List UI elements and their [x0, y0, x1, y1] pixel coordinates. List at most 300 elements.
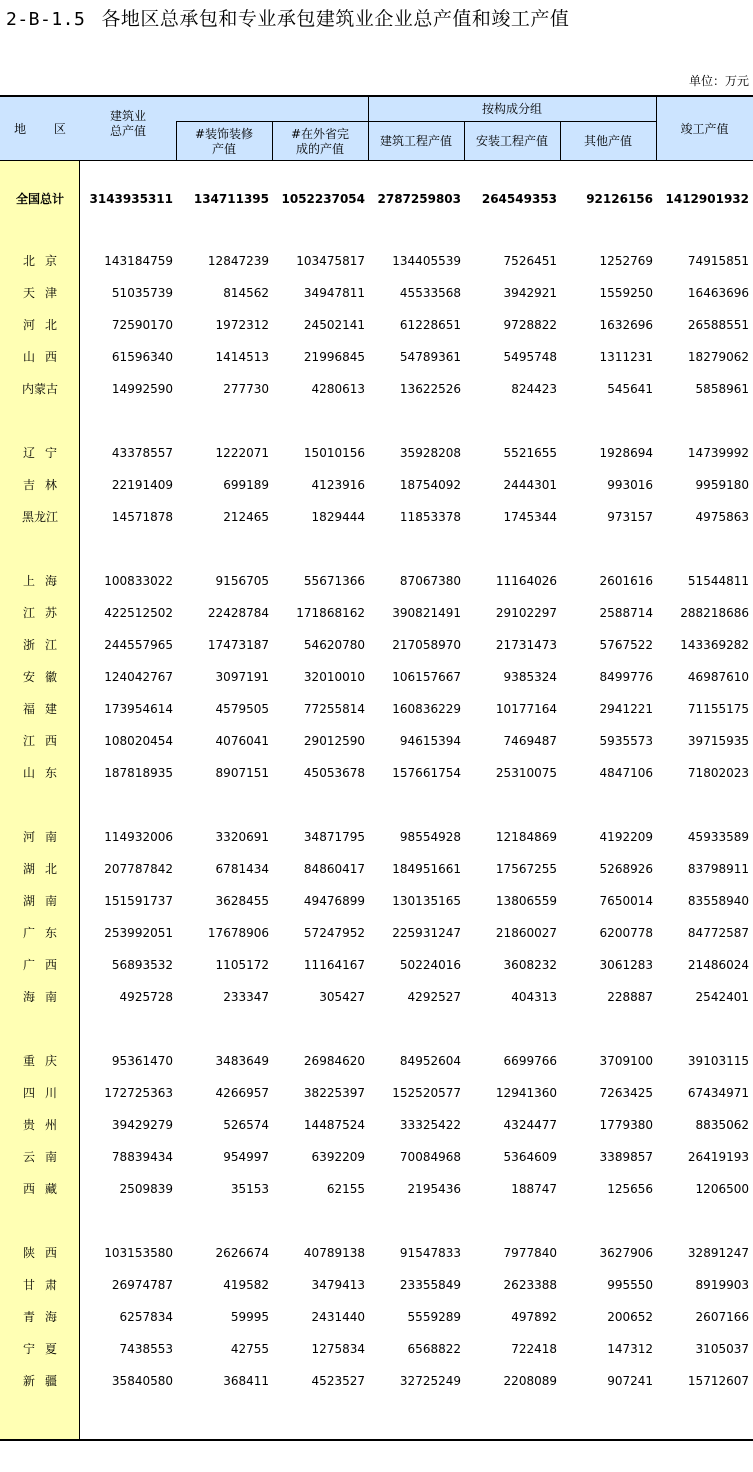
cell-decoration: 3628455	[215, 894, 269, 908]
cell-decoration: 954997	[223, 1150, 269, 1164]
cell-outside: 1052237054	[281, 192, 365, 206]
cell-installation: 722418	[511, 1342, 557, 1356]
cell-outside: 1275834	[311, 1342, 365, 1356]
cell-construction: 217058970	[392, 638, 461, 652]
cell-total: 2509839	[119, 1182, 173, 1196]
header-outside-province: #在外省完 成的产值	[290, 126, 350, 156]
cell-completed: 26588551	[687, 318, 749, 332]
cell-completed: 3105037	[695, 1342, 749, 1356]
cell-construction: 184951661	[392, 862, 461, 876]
cell-total: 26974787	[111, 1278, 173, 1292]
cell-installation: 1745344	[503, 510, 557, 524]
row-region: 安徽	[22, 670, 67, 684]
cell-decoration: 12847239	[207, 254, 269, 268]
row-region: 上海	[22, 574, 67, 588]
cell-outside: 32010010	[303, 670, 365, 684]
header-decoration: #装饰装修 产值	[194, 126, 254, 156]
cell-outside: 40789138	[303, 1246, 365, 1260]
cell-decoration: 1414513	[215, 350, 269, 364]
cell-other: 5268926	[599, 862, 653, 876]
unit-label: 单位：万元	[688, 74, 749, 88]
cell-other: 7650014	[599, 894, 653, 908]
cell-installation: 10177164	[495, 702, 557, 716]
row-region: 江苏	[22, 606, 67, 620]
cell-construction: 106157667	[392, 670, 461, 684]
cell-total: 244557965	[104, 638, 173, 652]
cell-decoration: 3097191	[215, 670, 269, 684]
table-row	[0, 635, 753, 655]
cell-outside: 77255814	[303, 702, 365, 716]
cell-installation: 404313	[511, 990, 557, 1004]
table-title: 各地区总承包和专业承包建筑业企业总产值和竣工产值	[101, 8, 570, 30]
cell-other: 7263425	[599, 1086, 653, 1100]
cell-other: 3709100	[599, 1054, 653, 1068]
row-region: 吉林	[22, 478, 67, 492]
cell-completed: 15712607	[687, 1374, 749, 1388]
row-region: 广东	[22, 926, 67, 940]
cell-total: 172725363	[104, 1086, 173, 1100]
cell-completed: 1412901932	[665, 192, 749, 206]
cell-outside: 49476899	[303, 894, 365, 908]
table-row	[0, 475, 753, 495]
cell-decoration: 17473187	[207, 638, 269, 652]
table-row	[0, 283, 753, 303]
cell-construction: 5559289	[407, 1310, 461, 1324]
cell-installation: 29102297	[495, 606, 557, 620]
cell-other: 5935573	[599, 734, 653, 748]
cell-completed: 39715935	[687, 734, 749, 748]
cell-construction: 35928208	[399, 446, 461, 460]
cell-construction: 13622526	[399, 382, 461, 396]
cell-construction: 33325422	[399, 1118, 461, 1132]
cell-installation: 3608232	[503, 958, 557, 972]
table-row	[0, 1275, 753, 1295]
cell-total: 22191409	[111, 478, 173, 492]
cell-total: 6257834	[119, 1310, 173, 1324]
cell-other: 993016	[607, 478, 653, 492]
cell-completed: 8919903	[695, 1278, 749, 1292]
cell-completed: 18279062	[687, 350, 749, 364]
cell-decoration: 42755	[230, 1342, 269, 1356]
cell-outside: 29012590	[303, 734, 365, 748]
cell-other: 4192209	[599, 830, 653, 844]
cell-outside: 2431440	[311, 1310, 365, 1324]
cell-other: 4847106	[599, 766, 653, 780]
cell-outside: 4280613	[311, 382, 365, 396]
cell-decoration: 4579505	[215, 702, 269, 716]
table-row	[0, 1179, 753, 1199]
cell-outside: 11164167	[303, 958, 365, 972]
cell-construction: 87067380	[399, 574, 461, 588]
cell-completed: 39103115	[687, 1054, 749, 1068]
table-row	[0, 763, 753, 783]
cell-outside: 3479413	[311, 1278, 365, 1292]
cell-completed: 1206500	[695, 1182, 749, 1196]
cell-installation: 5495748	[503, 350, 557, 364]
cell-outside: 305427	[319, 990, 365, 1004]
row-region: 广西	[22, 958, 67, 972]
header-installation: 安装工程产值	[475, 134, 548, 148]
cell-decoration: 4076041	[215, 734, 269, 748]
cell-decoration: 1972312	[215, 318, 269, 332]
cell-installation: 13806559	[495, 894, 557, 908]
cell-other: 147312	[607, 1342, 653, 1356]
cell-completed: 16463696	[687, 286, 749, 300]
cell-completed: 2607166	[695, 1310, 749, 1324]
row-region: 内蒙古	[21, 382, 58, 396]
table-header	[80, 97, 753, 161]
cell-total: 108020454	[104, 734, 173, 748]
cell-completed: 5858961	[695, 382, 749, 396]
table-row	[0, 315, 753, 335]
cell-other: 2588714	[599, 606, 653, 620]
table-row	[0, 189, 753, 209]
cell-outside: 34871795	[303, 830, 365, 844]
cell-decoration: 814562	[223, 286, 269, 300]
row-region: 重庆	[22, 1054, 67, 1068]
cell-construction: 61228651	[399, 318, 461, 332]
cell-decoration: 17678906	[207, 926, 269, 940]
cell-installation: 2208089	[503, 1374, 557, 1388]
table-row	[0, 731, 753, 751]
cell-total: 187818935	[104, 766, 173, 780]
table-row	[0, 1051, 753, 1071]
data-table	[0, 95, 753, 1441]
row-region: 黑龙江	[21, 510, 58, 524]
row-region: 河南	[22, 830, 67, 844]
cell-decoration: 59995	[230, 1310, 269, 1324]
cell-other: 1311231	[599, 350, 653, 364]
row-region: 宁夏	[22, 1342, 67, 1356]
cell-completed: 83798911	[687, 862, 749, 876]
cell-completed: 45933589	[687, 830, 749, 844]
cell-total: 56893532	[111, 958, 173, 972]
cell-total: 173954614	[104, 702, 173, 716]
cell-other: 1928694	[599, 446, 653, 460]
table-row	[0, 1339, 753, 1359]
cell-construction: 45533568	[399, 286, 461, 300]
cell-installation: 497892	[511, 1310, 557, 1324]
cell-outside: 4523527	[311, 1374, 365, 1388]
cell-construction: 6568822	[407, 1342, 461, 1356]
row-region: 福建	[22, 702, 67, 716]
cell-total: 4925728	[119, 990, 173, 1004]
cell-completed: 26419193	[687, 1150, 749, 1164]
row-region: 湖南	[22, 894, 67, 908]
cell-outside: 21996845	[303, 350, 365, 364]
cell-installation: 9385324	[503, 670, 557, 684]
row-region: 贵州	[22, 1118, 67, 1132]
cell-total: 51035739	[111, 286, 173, 300]
cell-total: 103153580	[104, 1246, 173, 1260]
cell-total: 43378557	[111, 446, 173, 460]
cell-construction: 390821491	[392, 606, 461, 620]
cell-installation: 6699766	[503, 1054, 557, 1068]
table-row	[0, 827, 753, 847]
cell-construction: 157661754	[392, 766, 461, 780]
table-row	[0, 603, 753, 623]
header-other: 其他产值	[583, 134, 632, 148]
row-region: 青海	[22, 1310, 67, 1324]
table-row	[0, 251, 753, 271]
table-row	[0, 379, 753, 399]
cell-total: 253992051	[104, 926, 173, 940]
header-group: 按构成分组	[481, 101, 542, 116]
cell-construction: 18754092	[399, 478, 461, 492]
cell-outside: 26984620	[303, 1054, 365, 1068]
cell-decoration: 1222071	[215, 446, 269, 460]
cell-total: 143184759	[104, 254, 173, 268]
row-region: 四川	[22, 1086, 67, 1100]
header-region: 地 区	[0, 97, 80, 161]
table-row	[0, 955, 753, 975]
table-row	[0, 891, 753, 911]
cell-decoration: 212465	[223, 510, 269, 524]
cell-completed: 14739992	[687, 446, 749, 460]
cell-total: 422512502	[104, 606, 173, 620]
table-row	[0, 443, 753, 463]
cell-construction: 134405539	[392, 254, 461, 268]
cell-other: 200652	[607, 1310, 653, 1324]
cell-decoration: 1105172	[215, 958, 269, 972]
cell-completed: 8835062	[695, 1118, 749, 1132]
cell-other: 1632696	[599, 318, 653, 332]
cell-outside: 6392209	[311, 1150, 365, 1164]
row-region: 山西	[22, 350, 67, 364]
row-region: 河北	[22, 318, 67, 332]
page-title	[6, 6, 569, 32]
cell-installation: 11164026	[495, 574, 557, 588]
cell-total: 114932006	[104, 830, 173, 844]
cell-construction: 11853378	[399, 510, 461, 524]
table-row	[0, 347, 753, 367]
cell-outside: 34947811	[303, 286, 365, 300]
row-region: 山东	[22, 766, 67, 780]
cell-construction: 152520577	[392, 1086, 461, 1100]
row-region: 江西	[22, 734, 67, 748]
table-row	[0, 1083, 753, 1103]
cell-construction: 50224016	[399, 958, 461, 972]
row-region: 湖北	[22, 862, 67, 876]
cell-decoration: 699189	[223, 478, 269, 492]
cell-total: 39429279	[111, 1118, 173, 1132]
cell-installation: 17567255	[495, 862, 557, 876]
header-construction: 建筑工程产值	[379, 134, 452, 148]
table-row	[0, 667, 753, 687]
cell-total: 78839434	[111, 1150, 173, 1164]
cell-other: 545641	[607, 382, 653, 396]
cell-completed: 9959180	[695, 478, 749, 492]
cell-other: 92126156	[586, 192, 653, 206]
cell-other: 228887	[607, 990, 653, 1004]
table-row	[0, 1371, 753, 1391]
cell-decoration: 22428784	[207, 606, 269, 620]
cell-completed: 74915851	[687, 254, 749, 268]
row-region: 西藏	[22, 1182, 67, 1196]
cell-construction: 225931247	[392, 926, 461, 940]
cell-other: 2941221	[599, 702, 653, 716]
cell-total: 61596340	[111, 350, 173, 364]
cell-decoration: 277730	[223, 382, 269, 396]
cell-installation: 9728822	[503, 318, 557, 332]
cell-construction: 32725249	[399, 1374, 461, 1388]
cell-construction: 98554928	[399, 830, 461, 844]
cell-other: 907241	[607, 1374, 653, 1388]
row-region: 甘肃	[22, 1278, 67, 1292]
cell-decoration: 233347	[223, 990, 269, 1004]
cell-completed: 67434971	[687, 1086, 749, 1100]
table-row	[0, 571, 753, 591]
row-region: 云南	[22, 1150, 67, 1164]
cell-outside: 45053678	[303, 766, 365, 780]
cell-installation: 264549353	[481, 192, 557, 206]
cell-total: 151591737	[104, 894, 173, 908]
cell-completed: 143369282	[680, 638, 749, 652]
cell-decoration: 2626674	[215, 1246, 269, 1260]
table-row	[0, 507, 753, 527]
cell-construction: 2787259803	[377, 192, 461, 206]
cell-other: 3627906	[599, 1246, 653, 1260]
cell-installation: 188747	[511, 1182, 557, 1196]
cell-outside: 171868162	[296, 606, 365, 620]
row-region: 海南	[22, 990, 67, 1004]
cell-other: 973157	[607, 510, 653, 524]
table-row	[0, 699, 753, 719]
cell-construction: 130135165	[392, 894, 461, 908]
cell-decoration: 368411	[223, 1374, 269, 1388]
cell-installation: 12184869	[495, 830, 557, 844]
cell-decoration: 134711395	[193, 192, 269, 206]
cell-construction: 91547833	[399, 1246, 461, 1260]
cell-completed: 32891247	[687, 1246, 749, 1260]
cell-construction: 160836229	[392, 702, 461, 716]
row-region: 辽宁	[22, 446, 67, 460]
cell-completed: 84772587	[687, 926, 749, 940]
cell-other: 1559250	[599, 286, 653, 300]
cell-construction: 23355849	[399, 1278, 461, 1292]
cell-installation: 2444301	[503, 478, 557, 492]
table-row	[0, 1243, 753, 1263]
cell-decoration: 3483649	[215, 1054, 269, 1068]
cell-completed: 83558940	[687, 894, 749, 908]
cell-other: 1252769	[599, 254, 653, 268]
cell-installation: 25310075	[495, 766, 557, 780]
cell-construction: 4292527	[407, 990, 461, 1004]
row-region: 陕西	[22, 1246, 67, 1260]
cell-outside: 1829444	[311, 510, 365, 524]
cell-outside: 24502141	[303, 318, 365, 332]
cell-total: 7438553	[119, 1342, 173, 1356]
cell-installation: 5521655	[503, 446, 557, 460]
row-region: 北京	[22, 254, 67, 268]
cell-total: 3143935311	[89, 192, 173, 206]
cell-total: 72590170	[111, 318, 173, 332]
row-region: 新疆	[22, 1374, 67, 1388]
cell-installation: 2623388	[503, 1278, 557, 1292]
cell-completed: 21486024	[687, 958, 749, 972]
cell-decoration: 3320691	[215, 830, 269, 844]
cell-outside: 57247952	[303, 926, 365, 940]
cell-total: 207787842	[104, 862, 173, 876]
cell-other: 5767522	[599, 638, 653, 652]
cell-completed: 46987610	[687, 670, 749, 684]
cell-outside: 15010156	[303, 446, 365, 460]
cell-other: 6200778	[599, 926, 653, 940]
cell-other: 3061283	[599, 958, 653, 972]
table-row	[0, 923, 753, 943]
table-row	[0, 1147, 753, 1167]
cell-completed: 71155175	[687, 702, 749, 716]
cell-installation: 7469487	[503, 734, 557, 748]
cell-other: 125656	[607, 1182, 653, 1196]
cell-decoration: 6781434	[215, 862, 269, 876]
cell-construction: 2195436	[407, 1182, 461, 1196]
cell-outside: 54620780	[303, 638, 365, 652]
cell-decoration: 4266957	[215, 1086, 269, 1100]
cell-completed: 288218686	[680, 606, 749, 620]
cell-outside: 103475817	[296, 254, 365, 268]
cell-other: 8499776	[599, 670, 653, 684]
cell-other: 3389857	[599, 1150, 653, 1164]
header-completed: 竣工产值	[680, 121, 729, 136]
row-region: 浙江	[22, 638, 67, 652]
cell-installation: 824423	[511, 382, 557, 396]
cell-total: 14992590	[111, 382, 173, 396]
row-region: 全国总计	[15, 192, 64, 206]
table-row	[0, 987, 753, 1007]
cell-total: 100833022	[104, 574, 173, 588]
cell-completed: 4975863	[695, 510, 749, 524]
cell-installation: 7977840	[503, 1246, 557, 1260]
cell-decoration: 419582	[223, 1278, 269, 1292]
table-row	[0, 859, 753, 879]
cell-outside: 55671366	[303, 574, 365, 588]
table-row	[0, 1307, 753, 1327]
cell-other: 2601616	[599, 574, 653, 588]
cell-construction: 70084968	[399, 1150, 461, 1164]
cell-installation: 5364609	[503, 1150, 557, 1164]
table-code: 2-B-1.5	[6, 9, 86, 30]
cell-installation: 4324477	[503, 1118, 557, 1132]
cell-installation: 21860027	[495, 926, 557, 940]
cell-construction: 84952604	[399, 1054, 461, 1068]
cell-installation: 12941360	[495, 1086, 557, 1100]
cell-outside: 4123916	[311, 478, 365, 492]
cell-total: 124042767	[104, 670, 173, 684]
cell-decoration: 526574	[223, 1118, 269, 1132]
cell-completed: 2542401	[695, 990, 749, 1004]
cell-installation: 3942921	[503, 286, 557, 300]
cell-decoration: 35153	[230, 1182, 269, 1196]
cell-construction: 54789361	[399, 350, 461, 364]
cell-other: 1779380	[599, 1118, 653, 1132]
row-region: 天津	[22, 286, 67, 300]
cell-outside: 38225397	[303, 1086, 365, 1100]
cell-decoration: 9156705	[215, 574, 269, 588]
table-row	[0, 1115, 753, 1135]
cell-total: 35840580	[111, 1374, 173, 1388]
cell-installation: 21731473	[495, 638, 557, 652]
cell-outside: 84860417	[303, 862, 365, 876]
cell-total: 14571878	[111, 510, 173, 524]
cell-decoration: 8907151	[215, 766, 269, 780]
cell-completed: 51544811	[687, 574, 749, 588]
cell-outside: 62155	[326, 1182, 365, 1196]
header-total-output: 建筑业 总产值	[109, 109, 146, 138]
cell-installation: 7526451	[503, 254, 557, 268]
cell-outside: 14487524	[303, 1118, 365, 1132]
cell-other: 995550	[607, 1278, 653, 1292]
